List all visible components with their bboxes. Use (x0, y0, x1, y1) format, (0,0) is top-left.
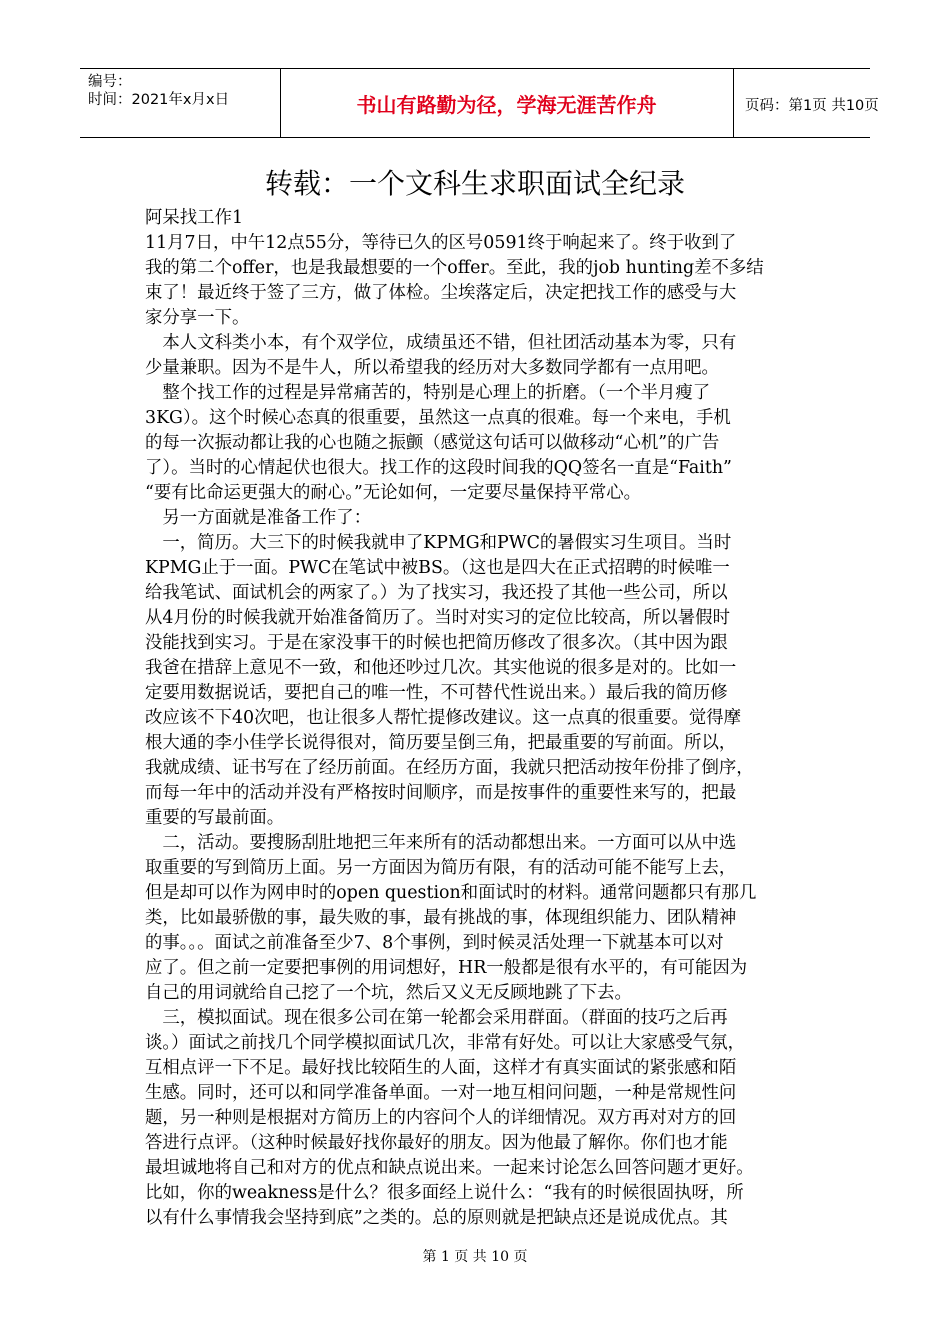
body-line: 束了！最近终于签了三方，做了体检。尘埃落定后，决定把找工作的感受与大 (145, 283, 737, 303)
body-line: 阿呆找工作1 (145, 208, 244, 228)
body-line: 谈。）面试之前找几个同学模拟面试几次，非常有好处。可以让大家感受气氛， (145, 1033, 745, 1053)
body-line: 我爸在措辞上意见不一致，和他还吵过几次。其实他说的很多是对的。比如一 (145, 658, 737, 678)
body-line: 整个找工作的过程是异常痛苦的，特别是心理上的折磨。（一个半月瘦了 (145, 383, 711, 403)
document-number-label: 编号： (88, 74, 132, 90)
header-table (80, 68, 879, 138)
body-line: 的每一次振动都让我的心也随之振颤（感觉这句话可以做移动“心机”的广告 (145, 433, 720, 453)
body-line: 没能找到实习。于是在家没事干的时候也把简历修改了很多次。（其中因为跟 (145, 633, 728, 653)
header-left-cell (80, 69, 281, 137)
body-line: 二，活动。要搜肠刮肚地把三年来所有的活动都想出来。一方面可以从中选 (145, 833, 737, 853)
page-footer: 第 1 页 共 10 页 (422, 1249, 528, 1265)
body-line: 11月7日，中午12点55分，等待已久的区号0591终于响起来了。终于收到了 (145, 233, 737, 253)
body-line: 而每一年中的活动并没有严格按时间顺序，而是按事件的重要性来写的，把最 (145, 783, 737, 803)
body-line: 应了。但之前一定要把事例的用词想好，HR一般都是很有水平的，有可能因为 (145, 958, 748, 978)
body-line: 三，模拟面试。现在很多公司在第一轮都会采用群面。（群面的技巧之后再 (145, 1008, 728, 1028)
body-line: 一，简历。大三下的时候我就申了KPMG和PWC的暑假实习生项目。当时 (145, 533, 732, 553)
body-line: 互相点评一下不足。最好找比较陌生的人面，这样才有真实面试的紧张感和陌 (145, 1058, 737, 1078)
body-line: 另一方面就是准备工作了： (145, 508, 372, 528)
body-line: “要有比命运更强大的耐心。”无论如何，一定要尽量保持平常心。 (145, 483, 642, 503)
body-line: 生感。同时，还可以和同学准备单面。一对一地互相问问题，一种是常规性问 (145, 1083, 737, 1103)
body-line: 少量兼职。因为不是牛人，所以希望我的经历对大多数同学都有一点用吧。 (145, 358, 719, 378)
body-line: 答进行点评。（这种时候最好找你最好的朋友。因为他最了解你。你们也才能 (145, 1133, 728, 1153)
body-line: 从4月份的时候我就开始准备简历了。当时对实习的定位比较高，所以暑假时 (145, 608, 730, 628)
body-line: 的事。。。面试之前准备至少7、8个事例，到时候灵活处理一下就基本可以对 (145, 933, 724, 953)
body-line: 根大通的李小佳学长说得很对，简历要呈倒三角，把最重要的写前面。所以， (145, 733, 737, 753)
header-motto-cell (280, 69, 734, 137)
body-line: 比如，你的weakness是什么？很多面经上说什么：“我有的时候很固执呀，所 (145, 1183, 744, 1203)
body-line: 但是却可以作为网申时的open question和面试时的材料。通常问题都只有那几 (145, 883, 757, 903)
body-line: 重要的写最前面。 (145, 808, 285, 828)
body-line: 最坦诚地将自己和对方的优点和缺点说出来。一起来讨论怎么回答问题才更好。 (145, 1158, 754, 1178)
body-line: 我就成绩、证书写在了经历前面。在经历方面，我就只把活动按年份排了倒序， (145, 758, 754, 778)
header-page-cell (733, 69, 879, 137)
body-line: 自己的用词就给自己挖了一个坑，然后又义无反顾地跳了下去。 (145, 983, 632, 1003)
body-line: 家分享一下。 (145, 308, 250, 328)
body-line: 改应该不下40次吧，也让很多人帮忙提修改建议。这一点真的很重要。觉得摩 (145, 708, 742, 728)
document-date-label: 时间：2021年x月x日 (88, 92, 230, 108)
body-line: 了）。当时的心情起伏也很大。找工作的这段时间我的QQ签名一直是“Faith” (145, 458, 732, 478)
body-line: 我的第二个offer，也是我最想要的一个offer。至此，我的job hunting差不多结 (145, 258, 764, 278)
body-line: 类，比如最骄傲的事，最失败的事，最有挑战的事，体现组织能力、团队精神 (145, 908, 737, 928)
header-page-info: 页码：第1页 共10页 (745, 98, 879, 114)
body-line: 本人文科类小本，有个双学位，成绩虽还不错，但社团活动基本为零，只有 (145, 333, 737, 353)
document-body (145, 206, 815, 1231)
body-line: 题，另一种则是根据对方简历上的内容问个人的详细情况。双方再对对方的回 (145, 1108, 737, 1128)
document-title: 转载：一个文科生求职面试全纪录 (264, 167, 685, 200)
body-line: 以有什么事情我会坚持到底”之类的。总的原则就是把缺点还是说成优点。其 (145, 1208, 728, 1228)
body-line: KPMG止于一面。PWC在笔试中被BS。（这也是四大在正式招聘的时候唯一 (145, 558, 730, 578)
header-motto: 书山有路勤为径，学海无涯苦作舟 (356, 93, 657, 117)
body-line: 3KG）。这个时候心态真的很重要，虽然这一点真的很难。每一个来电，手机 (145, 408, 731, 428)
body-line: 取重要的写到简历上面。另一方面因为简历有限，有的活动可能不能写上去， (145, 858, 737, 878)
body-line: 给我笔试、面试机会的两家了。）为了找实习，我还投了其他一些公司，所以 (145, 583, 728, 603)
body-line: 定要用数据说话，要把自己的唯一性，不可替代性说出来。）最后我的简历修 (145, 683, 728, 703)
